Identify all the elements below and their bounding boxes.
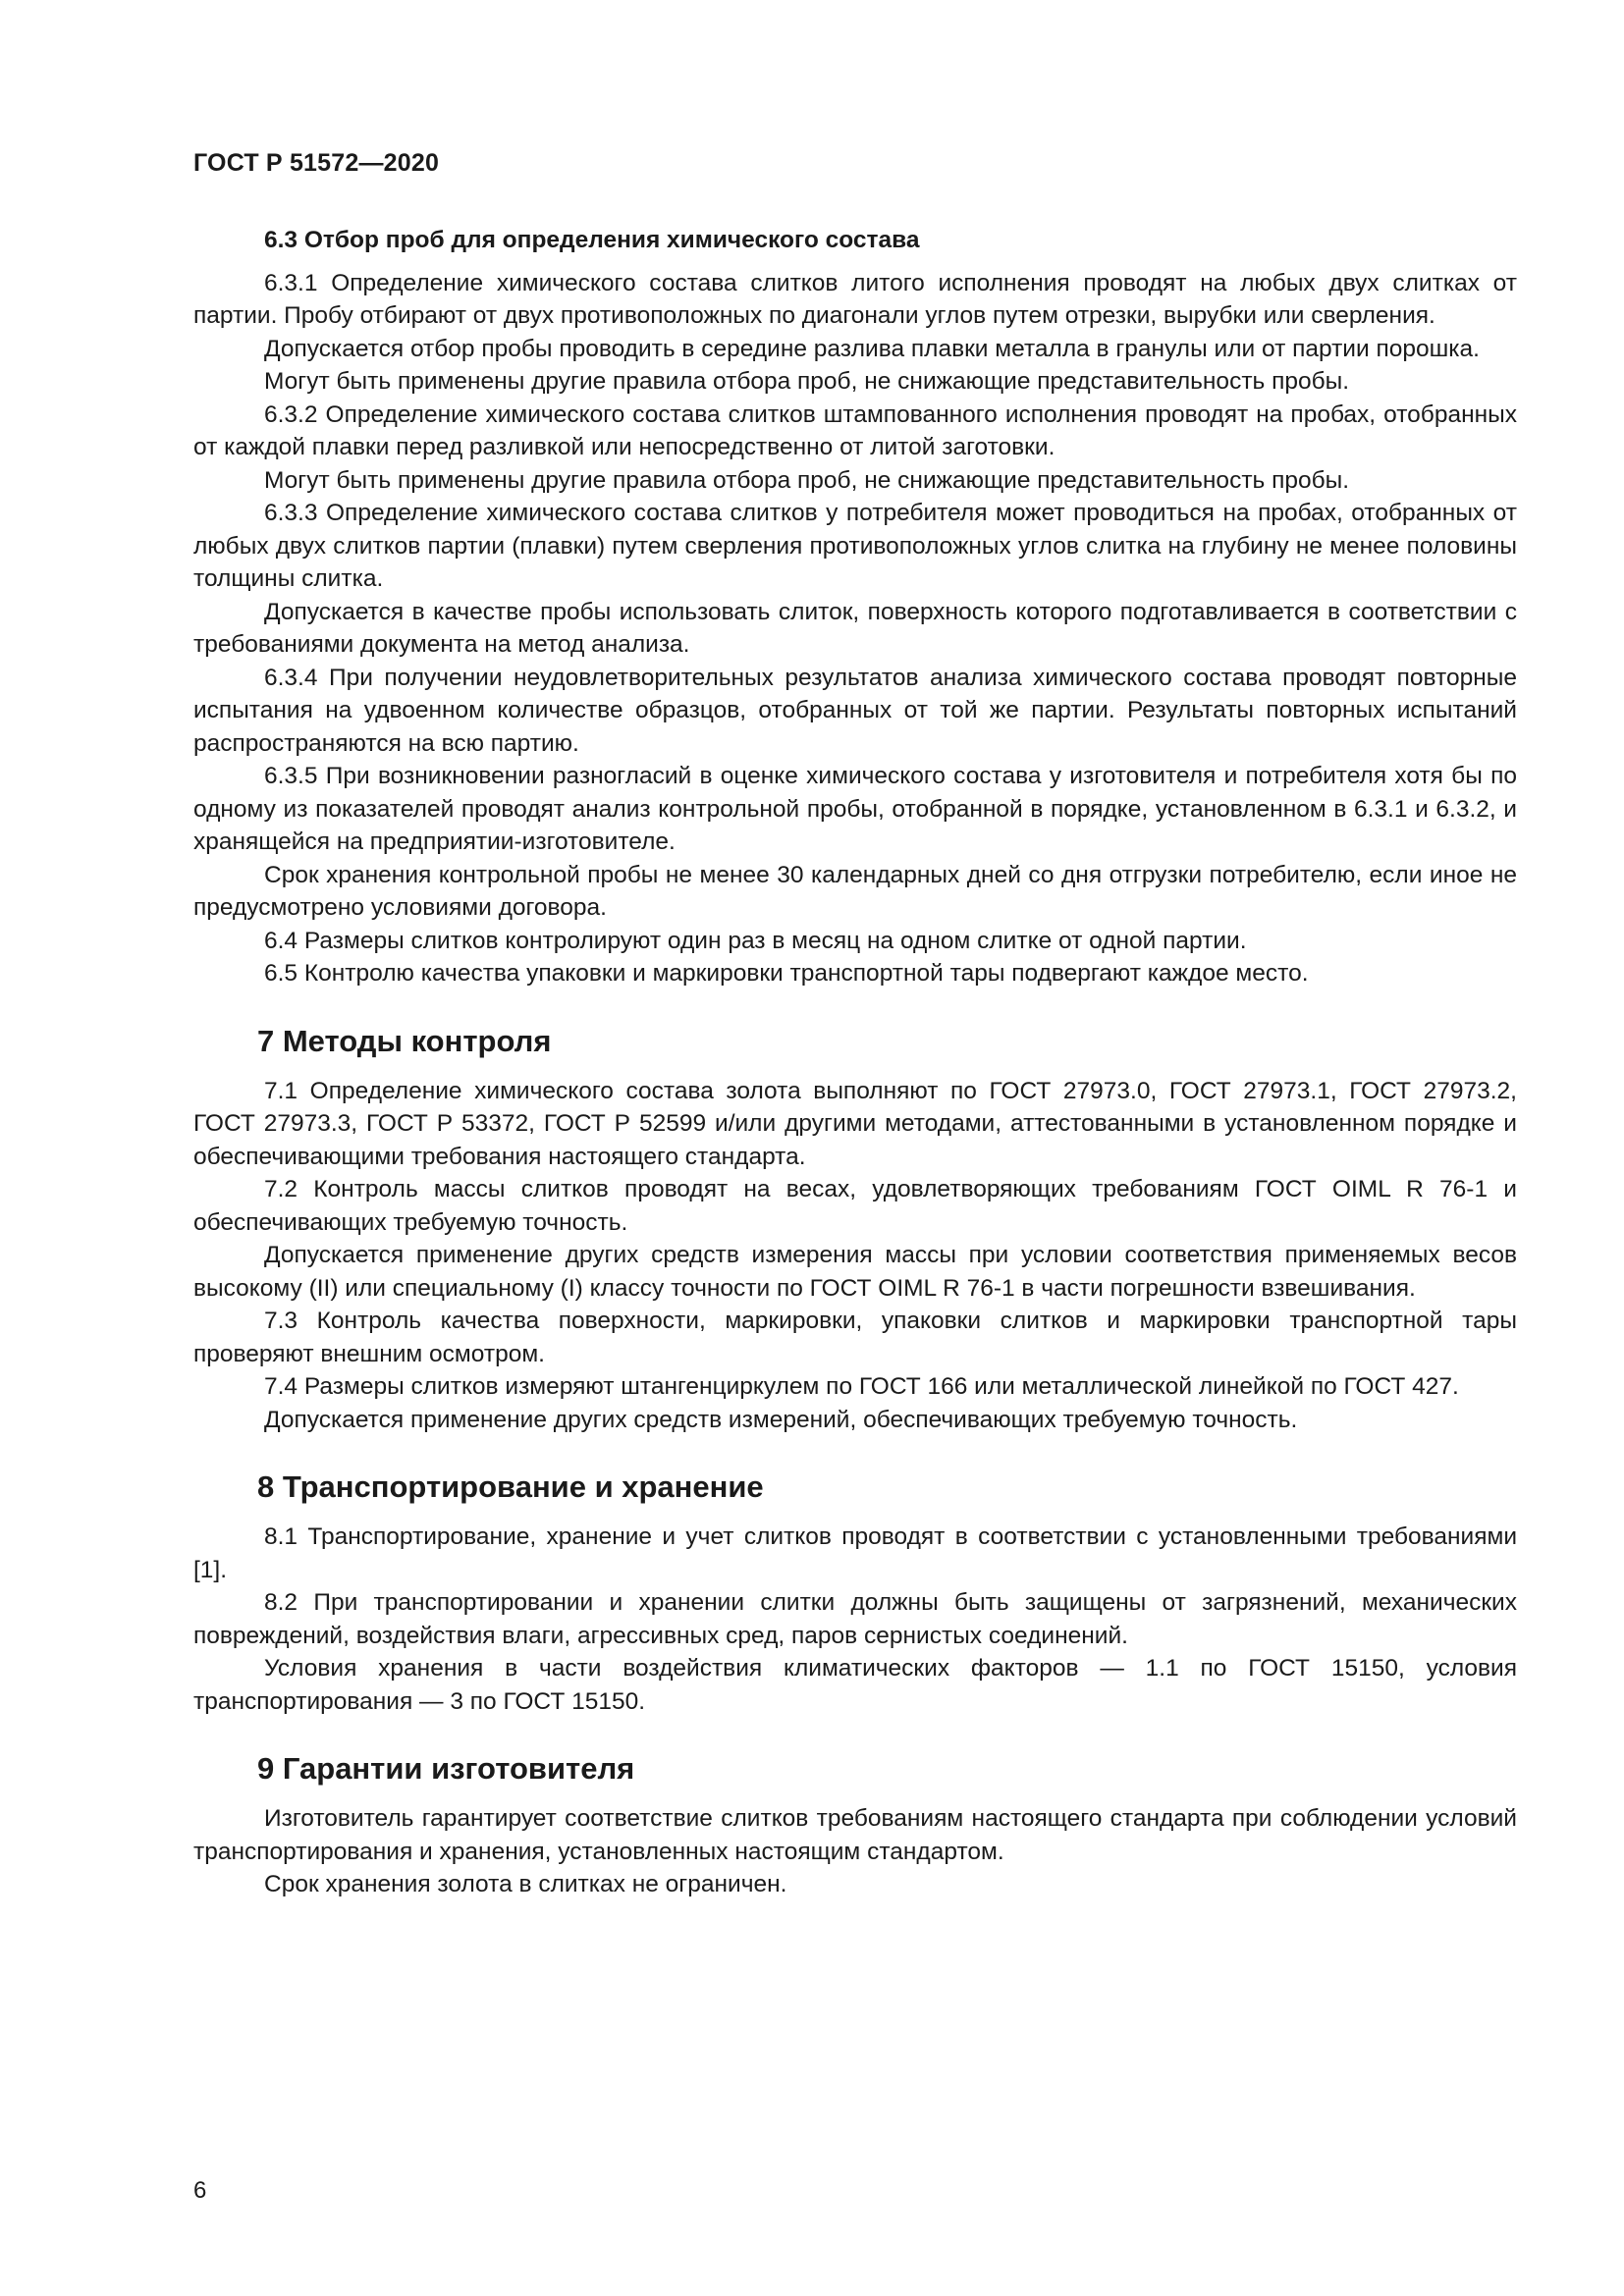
document-body — [193, 224, 1517, 1901]
paragraph: Изготовитель гарантирует соответствие слитков требованиям настоящего стандарта при соблюдении условий транспортирования и хранения, установленных настоящим стандартом. — [193, 1805, 1517, 1865]
paragraph: 7.3 Контроль качества поверхности, маркировки, упаковки слитков и маркировки транспортной тары проверяют внешним осмотром. — [193, 1308, 1517, 1367]
paragraph: Могут быть применены другие правила отбора проб, не снижающие представительность пробы. — [264, 368, 1350, 395]
paragraph: 6.3.5 При возникновении разногласий в оценке химического состава у изготовителя и потребителя хотя бы по одному из показателей проводят анализ контрольной пробы, отобранной в порядке, установленном в 6.3.1 и 6.3.2, и хранящейся на предприятии-изготовителе. — [193, 763, 1517, 855]
paragraph: 8.2 При транспортировании и хранении слитки должны быть защищены от загрязнений, механических повреждений, воздействия влаги, агрессивных сред, паров сернистых соединений. — [193, 1589, 1517, 1649]
paragraph: 6.3.2 Определение химического состава слитков штампованного исполнения проводят на пробах, отобранных от каждой плавки перед разливкой или непосредственно от литой заготовки. — [193, 400, 1517, 460]
paragraph: 6.3.1 Определение химического состава слитков литого исполнения проводят на любых двух слитках от партии. Пробу отбирают от двух противоположных по диагонали углов путем отрезки, вырубки или сверления. — [193, 269, 1517, 329]
paragraph: Срок хранения контрольной пробы не менее 30 календарных дней со дня отгрузки потребителю, если иное не предусмотрено условиями договора. — [193, 861, 1517, 921]
paragraph: Допускается применение других средств измерений, обеспечивающих требуемую точность. — [264, 1406, 1298, 1433]
paragraph: Срок хранения золота в слитках не ограничен. — [264, 1871, 787, 1897]
paragraph: 8.1 Транспортирование, хранение и учет слитков проводят в соответствии с установленными требованиями [1]. — [193, 1523, 1517, 1583]
subsection-heading-6-3: 6.3 Отбор проб для определения химического состава — [264, 227, 920, 253]
paragraph: Допускается применение других средств измерения массы при условии соответствия применяемых весов высокому (II) или специальному (I) классу точности по ГОСТ OIML R 76-1 в части погрешности взвешивания. — [193, 1242, 1517, 1302]
paragraph: 7.2 Контроль массы слитков проводят на весах, удовлетворяющих требованиям ГОСТ OIML R 76-1 и обеспечивающих требуемую точность. — [193, 1176, 1517, 1236]
paragraph: Могут быть применены другие правила отбора проб, не снижающие представительность пробы. — [264, 466, 1350, 494]
section-heading-7: 7 Методы контроля — [257, 1023, 552, 1058]
document-header: ГОСТ Р 51572—2020 — [193, 149, 440, 177]
section-heading-9: 9 Гарантии изготовителя — [257, 1751, 635, 1786]
page-number: 6 — [193, 2177, 207, 2204]
paragraph: Допускается отбор пробы проводить в середине разлива плавки металла в гранулы или от партии порошка. — [264, 335, 1480, 362]
paragraph: 6.5 Контролю качества упаковки и маркировки транспортной тары подвергают каждое место. — [264, 960, 1309, 987]
paragraph: 7.4 Размеры слитков измеряют штангенциркулем по ГОСТ 166 или металлической линейкой по ГОСТ 427. — [264, 1373, 1459, 1400]
paragraph: Допускается в качестве пробы использовать слиток, поверхность которого подготавливается в соответствии с требованиями документа на метод анализа. — [193, 598, 1517, 658]
paragraph: Условия хранения в части воздействия климатических факторов — 1.1 по ГОСТ 15150, условия транспортирования — 3 по ГОСТ 15150. — [193, 1655, 1517, 1715]
paragraph: 6.3.3 Определение химического состава слитков у потребителя может проводиться на пробах, отобранных от любых двух слитков партии (плавки) путем сверления противоположных углов слитка на глубину не менее половины толщины слитка. — [193, 500, 1517, 592]
paragraph: 6.4 Размеры слитков контролируют один раз в месяц на одном слитке от одной партии. — [264, 927, 1247, 954]
paragraph: 7.1 Определение химического состава золота выполняют по ГОСТ 27973.0, ГОСТ 27973.1, ГОСТ 27973.2, ГОСТ 27973.3, ГОСТ Р 53372, ГОСТ Р 52599 и/или другими методами, аттестованными в установленном порядке и обеспечивающими требования настоящего стандарта. — [193, 1077, 1517, 1170]
section-heading-8: 8 Транспортирование и хранение — [257, 1469, 764, 1504]
paragraph: 6.3.4 При получении неудовлетворительных результатов анализа химического состава проводят повторные испытания на удвоенном количестве образцов, отобранных от той же партии. Результаты повторных испытаний распространяются на всю партию. — [193, 664, 1517, 757]
